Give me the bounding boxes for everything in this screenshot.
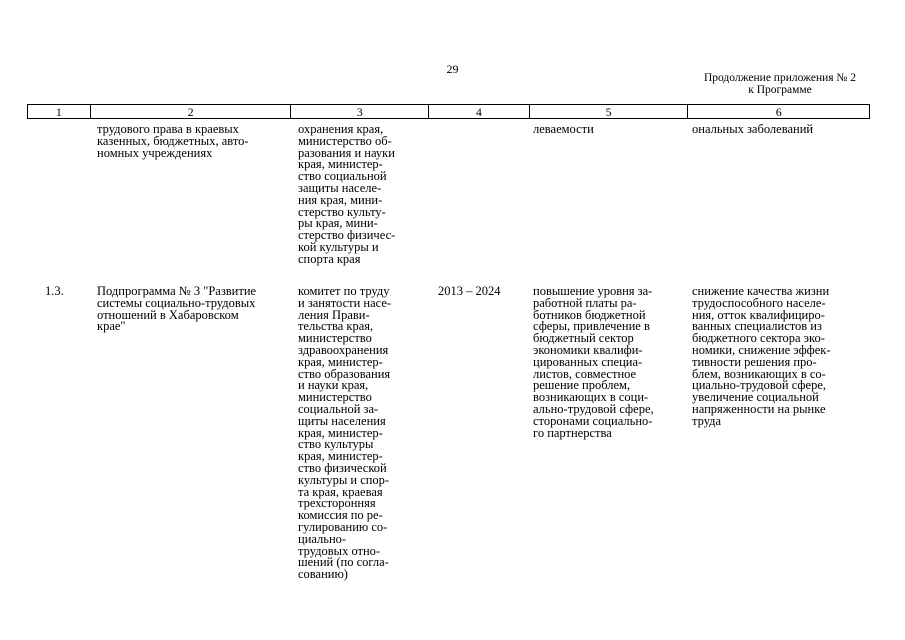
appendix-note-line2: к Программе bbox=[748, 84, 812, 96]
row-executors: комитет по труду и занятости насе- ления Прави- тельства края, министерство здравоохранения края, министер- ство образования и науки края, министерство социальной за- щиты населения края, министер- ство культуры края, министер- ство физической культуры и спор- та края, краевая трехсторонняя комиссия по ре- гулированию со- циально- трудовых отно- шений (по согла- сованию) bbox=[298, 284, 392, 582]
page-number: 29 bbox=[446, 62, 459, 76]
column-header-1: 1 bbox=[28, 105, 91, 118]
column-header-4: 4 bbox=[429, 105, 530, 118]
column-header-3: 3 bbox=[291, 105, 429, 118]
row-name: Подпрограмма № 3 "Развитие системы социально-трудовых отношений в Хабаровском крае" bbox=[97, 284, 257, 334]
row-consequences: снижение качества жизни трудоспособного населе- ния, отток квалифициро- ванных специалистов из бюджетного сектора эко- номики, снижение эффек- тивности решения про- блем, возникающих в со- циально-трудовой сфере, увеличение социальной напряженности на рынке труда bbox=[692, 284, 831, 428]
row-name: трудового права в краевых казенных, бюджетных, авто- номных учреждениях bbox=[97, 122, 249, 160]
row-consequences: ональных заболеваний bbox=[692, 122, 814, 136]
row-number: 1.3. bbox=[45, 284, 64, 298]
row-period: 2013 – 2024 bbox=[438, 284, 501, 298]
appendix-note-line1: Продолжение приложения № 2 bbox=[703, 72, 857, 84]
row-results: повышение уровня за- работной платы ра- ботников бюджетной сферы, привлечение в бюджетный сектор экономики квалифи- цированных специа- листов, совместное решение проблем, возникающих в соци- ально-трудовой сфере, сторонами социально- го партнерства bbox=[533, 284, 654, 440]
column-header-5: 5 bbox=[530, 105, 689, 118]
row-executors: охранения края, министерство об- разования и науки края, министер- ство социальной защиты населе- ния края, мини- стерство культу- ры края, мини- стерство физичес- кой культуры и спорта края bbox=[298, 122, 396, 266]
appendix-note bbox=[640, 72, 905, 96]
column-header-2: 2 bbox=[91, 105, 292, 118]
row-results: леваемости bbox=[533, 122, 594, 136]
column-header-6: 6 bbox=[775, 105, 782, 119]
table-header-row bbox=[27, 104, 870, 119]
